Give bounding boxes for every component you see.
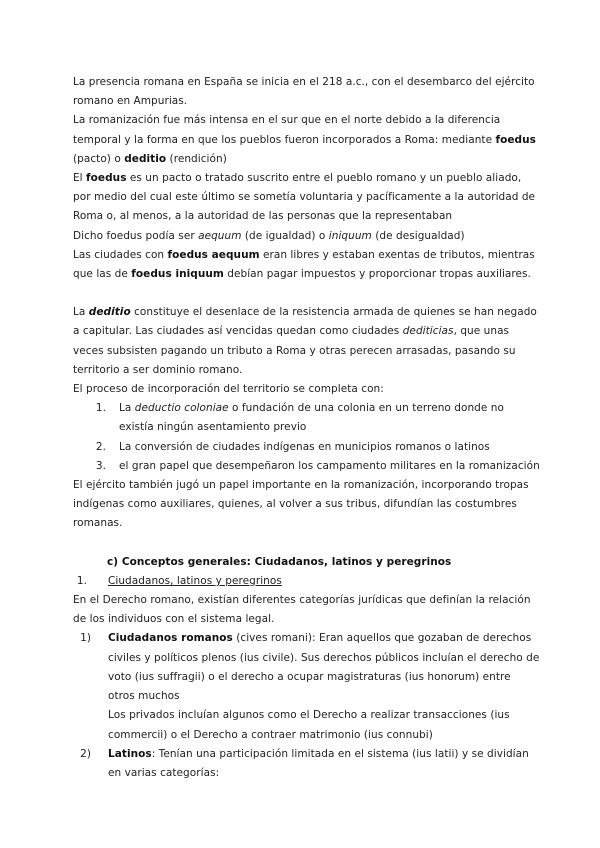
list-item: 3. el gran papel que desempeñaron los campamento militares en la romanización (95, 459, 540, 472)
paragraph-intro: La presencia romana en España se inicia en el 218 a.c., con el desembarco del ejército romano en Ampurias. (73, 76, 535, 108)
term-deditio: deditio (124, 152, 167, 165)
term-foedus-aequum: foedus aequum (167, 248, 260, 261)
paragraph-deditio: La deditio constituye el desenlace de la resistencia armada de quienes se han negado a capitular. Las ciudades así vencidas quedan como ciudades dediticias, que unas veces subsisten pagando un tributo a Roma y otras perecen arrasadas, pasando su territorio a ser dominio romano. (73, 306, 537, 376)
list-item: 2. La conversión de ciudades indígenas en municipios romanos o latinos (95, 440, 490, 453)
paragraph-romanization: La romanización fue más intensa en el sur que en el norte debido a la diferencia temporal y la forma en que los pueblos fueron incorporados a Roma: mediante foedus (pacto) o deditio (rendición) (73, 114, 536, 165)
paragraph-foedus-cities: Las ciudades con foedus aequum eran libres y estaban exentas de tributos, mientras que las de foedus iniquum debían pagar impuestos y proporcionar tropas auxiliares. (73, 248, 535, 281)
term-dediticias: dediticias (402, 325, 454, 338)
categories-list (73, 629, 540, 783)
paragraph-categories: En el Derecho romano, existían diferentes categorías jurídicas que definían la relación de los individuos con el sistema legal. (73, 594, 531, 626)
term-deditio: deditio (88, 306, 131, 319)
list-item-ciudadanos: 1) Ciudadanos romanos (cives romani): Eran aquellos que gozaban de derechos civiles y políticos plenos (ius civile). Sus derechos públicos incluían el derecho de voto (ius suffragii) o el derecho a ocupar magistraturas (ius honorum) entre otros muchos Los privados incluían algunos como el Derecho a realizar transacciones (ius commercii) o el Derecho a contraer matrimonio (ius connubi) (80, 632, 540, 741)
list-item: 1. La deductio coloniae o fundación de una colonia en un terreno donde no existía ningún asentamiento previo (95, 402, 504, 434)
term-deductio-coloniae: deductio coloniae (134, 402, 229, 415)
incorporation-list (73, 399, 540, 476)
spacer (73, 534, 540, 553)
list-item-latinos: 2) Latinos: Tenían una participación limitada en el sistema (ius latii) y se dividían en varias categorías: (80, 747, 529, 779)
paragraph-process: El proceso de incorporación del territorio se completa con: (73, 383, 384, 396)
term-foedus-iniquum: foedus iniquum (131, 268, 224, 281)
paragraph-army: El ejército también jugó un papel importante en la romanización, incorporando tropas indígenas como auxiliares, quienes, al volver a sus tribus, difundían las costumbres romanas. (73, 479, 529, 530)
spacer (73, 284, 540, 303)
term-foedus: foedus (86, 172, 127, 185)
subsection-title: 1. Ciudadanos, latinos y peregrinos (76, 574, 282, 587)
paragraph-foedus-definition: El foedus es un pacto o tratado suscrito entre el pueblo romano y un pueblo aliado, por medio del cual este último se sometía voluntaria y pacíficamente a la autoridad de Roma o, al menos, a la autoridad de las personas que la representaban (73, 172, 536, 223)
section-heading: c) Conceptos generales: Ciudadanos, latinos y peregrinos (107, 555, 452, 568)
term-aequum: aequum (198, 229, 242, 242)
term-ciudadanos-romanos: Ciudadanos romanos (108, 632, 233, 645)
term-iniquum: iniquum (328, 229, 372, 242)
term-latinos: Latinos (108, 747, 152, 760)
paragraph-foedus-types: Dicho foedus podía ser aequum (de igualdad) o iniquum (de desigualdad) (73, 229, 465, 242)
term-foedus: foedus (495, 133, 536, 146)
